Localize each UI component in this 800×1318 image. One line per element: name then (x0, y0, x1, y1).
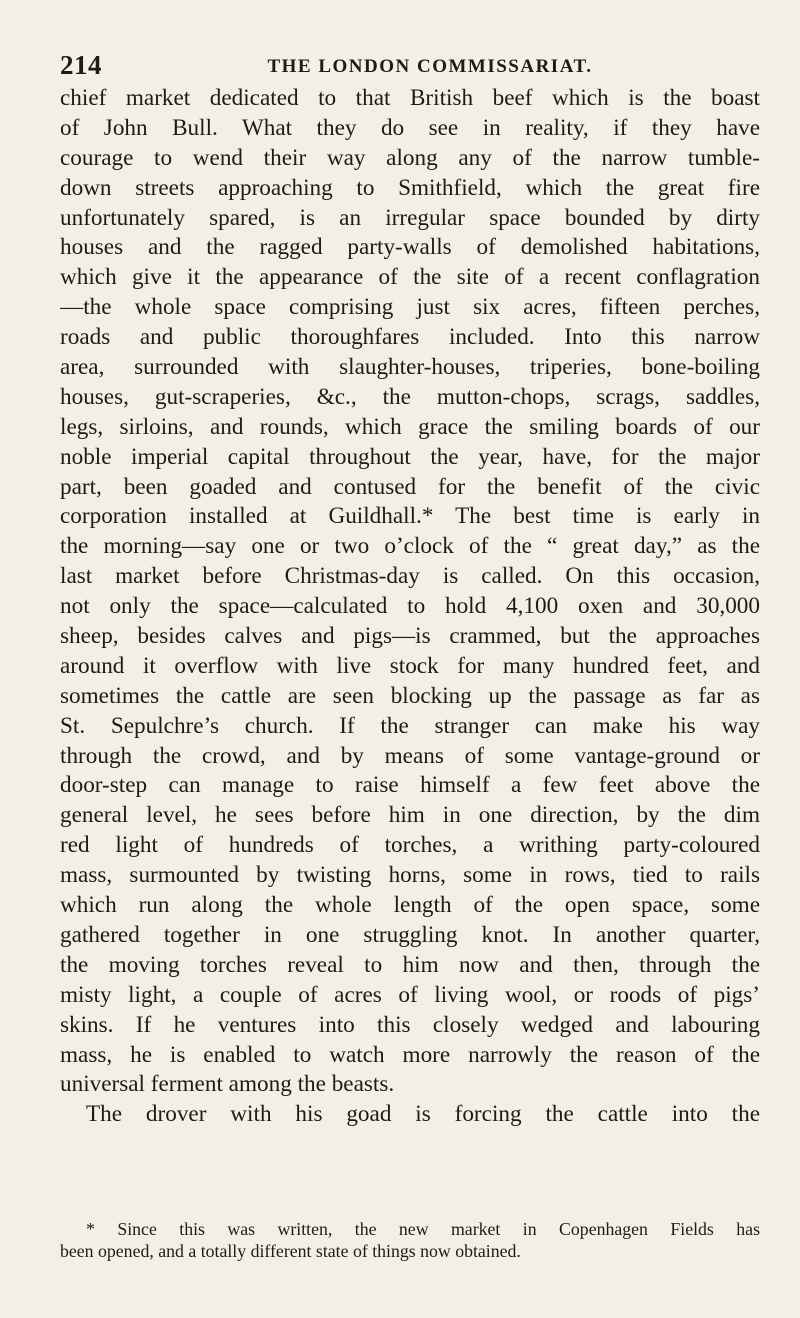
footnote-line: been opened, and a totally different state of things now obtained. (60, 1241, 521, 1261)
text-line: skins. If he ventures into this closely wedged and labouring (60, 1011, 760, 1038)
text-line: mass, surmounted by twisting horns, some in rows, tied to rails (60, 862, 760, 889)
text-line: —the whole space comprising just six acres, fifteen perches, (60, 294, 760, 321)
text-line: roads and public thoroughfares included. Into this narrow (60, 324, 760, 351)
text-line: gathered together in one struggling knot. In another quarter, (60, 921, 760, 948)
text-line: through the crowd, and by means of some vantage-ground or (60, 742, 760, 769)
text-line: not only the space—calculated to hold 4,100 oxen and 30,000 (60, 593, 760, 620)
text-line: the morning—say one or two o’clock of the “ great day,” as the (60, 533, 760, 560)
page-number: 214 (60, 50, 102, 80)
text-line: around it overflow with live stock for many hundred feet, and (60, 652, 760, 679)
text-line: houses, gut-scraperies, &c., the mutton-chops, scrags, saddles, (60, 383, 760, 410)
text-line: corporation installed at Guildhall.* The best time is early in (60, 503, 760, 530)
footnote (60, 1218, 760, 1262)
text-line: mass, he is enabled to watch more narrowly the reason of the (60, 1041, 760, 1068)
text-line: sometimes the cattle are seen blocking up the passage as far as (60, 682, 760, 709)
text-line: legs, sirloins, and rounds, which grace the smiling boards of our (60, 413, 760, 440)
text-line: the moving torches reveal to him now and then, through the (60, 951, 760, 978)
text-line: red light of hundreds of torches, a writhing party-coloured (60, 832, 760, 859)
running-head: THE LONDON COMMISSARIAT. (267, 56, 593, 77)
text-line: noble imperial capital throughout the year, have, for the major (60, 443, 760, 470)
text-line: sheep, besides calves and pigs—is crammed, but the approaches (60, 623, 760, 650)
text-line: misty light, a couple of acres of living wool, or roods of pigs’ (60, 981, 760, 1008)
text-line: courage to wend their way along any of the narrow tumble- (60, 144, 760, 171)
body-text (60, 84, 760, 1130)
text-line-paragraph-end: universal ferment among the beasts. (60, 1071, 395, 1098)
text-line: part, been goaded and contused for the benefit of the civic (60, 473, 760, 500)
text-line: down streets approaching to Smithfield, which the great fire (60, 174, 760, 201)
text-line: which give it the appearance of the site of a recent conflagration (60, 264, 760, 291)
text-line: chief market dedicated to that British beef which is the boast (60, 85, 760, 111)
text-line: area, surrounded with slaughter-houses, triperies, bone-boiling (60, 354, 760, 381)
text-line: door-step can manage to raise himself a few feet above the (60, 772, 760, 799)
text-line: houses and the ragged party-walls of demolished habitations, (60, 234, 760, 261)
text-line-paragraph-start: The drover with his goad is forcing the cattle into the (86, 1101, 760, 1128)
page-header (60, 50, 760, 84)
text-line: St. Sepulchre’s church. If the stranger can make his way (60, 712, 760, 739)
text-line: which run along the whole length of the open space, some (60, 892, 760, 919)
text-line: general level, he sees before him in one direction, by the dim (60, 802, 760, 829)
text-line: unfortunately spared, is an irregular space bounded by dirty (60, 204, 760, 231)
text-line: last market before Christmas-day is called. On this occasion, (60, 563, 760, 590)
text-line: of John Bull. What they do see in reality, if they have (60, 114, 760, 141)
footnote-line: * Since this was written, the new market in Copenhagen Fields has (86, 1219, 760, 1239)
